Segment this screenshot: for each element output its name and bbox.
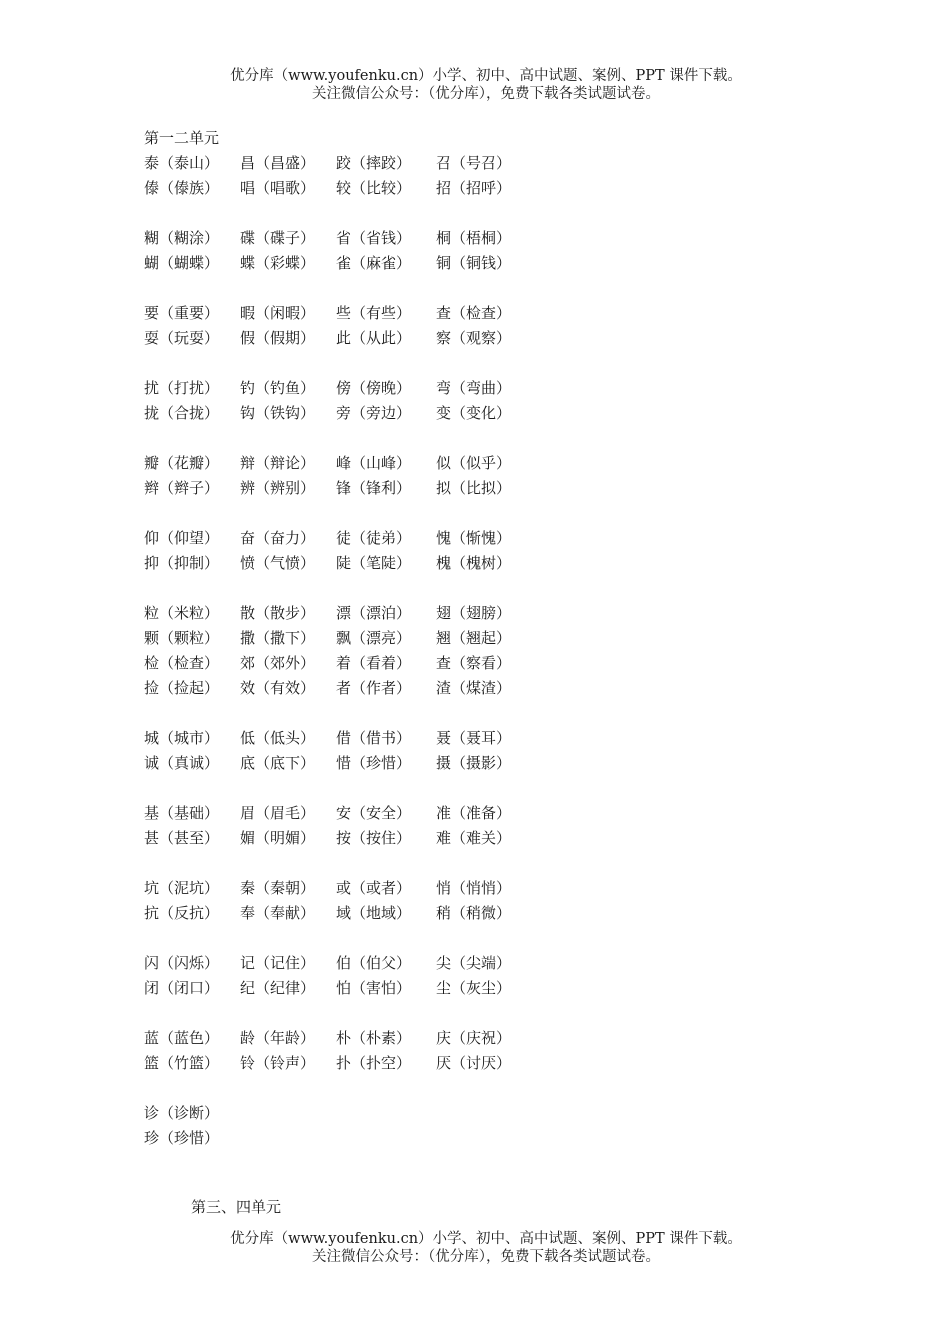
word-entry: 峰（山峰） (336, 454, 412, 472)
word-row (144, 1126, 844, 1151)
header-line-2: 关注微信公众号：（优分库），免费下载各类试题试卷。 (312, 86, 660, 102)
word-entry: 撒（撒下） (240, 629, 316, 647)
word-entry: 基（基础） (144, 804, 220, 822)
word-entry: 翘（翘起） (436, 629, 512, 647)
word-row (144, 951, 844, 976)
page-header (0, 67, 950, 103)
word-group (144, 726, 844, 776)
word-entry: 招（招呼） (436, 179, 512, 197)
word-group (144, 301, 844, 351)
word-row (144, 326, 844, 351)
word-entry: 辨（辨别） (240, 479, 316, 497)
word-entry: 甚（甚至） (144, 829, 220, 847)
page-footer (0, 1230, 950, 1266)
word-entry: 借（借书） (336, 729, 412, 747)
word-entry: 蝶（彩蝶） (240, 254, 316, 272)
word-entry: 抑（抑制） (144, 554, 220, 572)
group-gap (144, 926, 844, 951)
word-entry: 要（重要） (144, 304, 220, 322)
word-entry: 较（比较） (336, 179, 412, 197)
group-gap (144, 851, 844, 876)
word-entry: 渣（煤渣） (436, 679, 512, 697)
group-gap (144, 351, 844, 376)
word-group (144, 876, 844, 926)
word-row (144, 1026, 844, 1051)
word-row (144, 451, 844, 476)
word-row (144, 651, 844, 676)
word-entry: 媚（明媚） (240, 829, 316, 847)
word-row (144, 551, 844, 576)
word-entry: 效（有效） (240, 679, 316, 697)
word-entry: 厌（讨厌） (436, 1054, 512, 1072)
word-group (144, 226, 844, 276)
word-row (144, 151, 844, 176)
group-gap (144, 501, 844, 526)
word-group (144, 526, 844, 576)
word-entry: 按（按住） (336, 829, 412, 847)
word-entry: 尘（灰尘） (436, 979, 512, 997)
word-row (144, 301, 844, 326)
word-groups (144, 151, 844, 1151)
word-entry: 锋（锋利） (336, 479, 412, 497)
word-row (144, 601, 844, 626)
group-gap (144, 1001, 844, 1026)
word-entry: 颗（颗粒） (144, 629, 220, 647)
word-row (144, 226, 844, 251)
word-row (144, 826, 844, 851)
word-entry: 辩（辩论） (240, 454, 316, 472)
word-entry: 尖（尖端） (436, 954, 512, 972)
word-entry: 城（城市） (144, 729, 220, 747)
word-row (144, 901, 844, 926)
word-group (144, 451, 844, 501)
word-entry: 惜（珍惜） (336, 754, 412, 772)
word-group (144, 601, 844, 701)
word-entry: 粒（米粒） (144, 604, 220, 622)
word-entry: 察（观察） (436, 329, 512, 347)
word-entry: 检（检查） (144, 654, 220, 672)
word-entry: 碟（碟子） (240, 229, 316, 247)
word-entry: 蓝（蓝色） (144, 1029, 220, 1047)
word-row (144, 876, 844, 901)
word-entry: 假（假期） (240, 329, 316, 347)
group-gap (144, 426, 844, 451)
word-entry: 抗（反抗） (144, 904, 220, 922)
word-group (144, 951, 844, 1001)
word-entry: 瓣（花瓣） (144, 454, 220, 472)
section-1-title: 第一二单元 (144, 129, 220, 147)
word-entry: 怕（害怕） (336, 979, 412, 997)
word-entry: 昌（昌盛） (240, 154, 316, 172)
word-entry: 暇（闲暇） (240, 304, 316, 322)
word-entry: 准（准备） (436, 804, 512, 822)
word-entry: 珍（珍惜） (144, 1129, 220, 1147)
word-entry: 庆（庆祝） (436, 1029, 512, 1047)
word-entry: 眉（眉毛） (240, 804, 316, 822)
word-entry: 龄（年龄） (240, 1029, 316, 1047)
word-entry: 糊（糊涂） (144, 229, 220, 247)
group-gap (144, 1076, 844, 1101)
word-entry: 辫（辫子） (144, 479, 220, 497)
word-group (144, 376, 844, 426)
word-row (144, 1101, 844, 1126)
word-entry: 闪（闪烁） (144, 954, 220, 972)
word-group (144, 151, 844, 201)
word-entry: 跤（摔跤） (336, 154, 412, 172)
word-entry: 变（变化） (436, 404, 512, 422)
word-entry: 槐（槐树） (436, 554, 512, 572)
word-entry: 奉（奉献） (240, 904, 316, 922)
word-row (144, 176, 844, 201)
word-entry: 漂（漂泊） (336, 604, 412, 622)
word-entry: 者（作者） (336, 679, 412, 697)
word-row (144, 526, 844, 551)
word-entry: 泰（泰山） (144, 154, 220, 172)
word-entry: 郊（郊外） (240, 654, 316, 672)
word-entry: 此（从此） (336, 329, 412, 347)
word-entry: 桐（梧桐） (436, 229, 512, 247)
section-2-title: 第三、四单元 (191, 1198, 282, 1216)
word-entry: 仰（仰望） (144, 529, 220, 547)
word-entry: 聂（聂耳） (436, 729, 512, 747)
word-row (144, 376, 844, 401)
word-entry: 闭（闭口） (144, 979, 220, 997)
word-entry: 悄（悄悄） (436, 879, 512, 897)
word-entry: 拢（合拢） (144, 404, 220, 422)
group-gap (144, 576, 844, 601)
word-row (144, 676, 844, 701)
word-row (144, 801, 844, 826)
word-entry: 捡（捡起） (144, 679, 220, 697)
footer-line-1: 优分库（www.youfenku.cn）小学、初中、高中试题、案例、PPT 课件下载。 (230, 1231, 742, 1247)
word-entry: 诊（诊断） (144, 1104, 220, 1122)
word-row (144, 476, 844, 501)
word-row (144, 251, 844, 276)
word-entry: 底（底下） (240, 754, 316, 772)
word-entry: 钩（铁钩） (240, 404, 316, 422)
word-entry: 徒（徒弟） (336, 529, 412, 547)
word-entry: 难（难关） (436, 829, 512, 847)
word-entry: 或（或者） (336, 879, 412, 897)
word-entry: 域（地域） (336, 904, 412, 922)
word-entry: 诚（真诚） (144, 754, 220, 772)
word-entry: 傍（傍晚） (336, 379, 412, 397)
word-entry: 秦（秦朝） (240, 879, 316, 897)
word-entry: 坑（泥坑） (144, 879, 220, 897)
word-entry: 铃（铃声） (240, 1054, 316, 1072)
word-entry: 低（低头） (240, 729, 316, 747)
word-entry: 朴（朴素） (336, 1029, 412, 1047)
word-entry: 拟（比拟） (436, 479, 512, 497)
word-entry: 伯（伯父） (336, 954, 412, 972)
word-entry: 奋（奋力） (240, 529, 316, 547)
word-row (144, 626, 844, 651)
word-entry: 愤（气愤） (240, 554, 316, 572)
word-entry: 弯（弯曲） (436, 379, 512, 397)
word-entry: 稍（稍微） (436, 904, 512, 922)
word-entry: 安（安全） (336, 804, 412, 822)
word-entry: 些（有些） (336, 304, 412, 322)
group-gap (144, 776, 844, 801)
word-group (144, 1101, 844, 1151)
word-entry: 钓（钓鱼） (240, 379, 316, 397)
word-group (144, 1026, 844, 1076)
word-entry: 摄（摄影） (436, 754, 512, 772)
group-gap (144, 201, 844, 226)
word-entry: 着（看着） (336, 654, 412, 672)
word-entry: 雀（麻雀） (336, 254, 412, 272)
word-entry: 省（省钱） (336, 229, 412, 247)
word-entry: 翅（翅膀） (436, 604, 512, 622)
word-row (144, 401, 844, 426)
word-entry: 篮（竹篮） (144, 1054, 220, 1072)
word-entry: 飘（漂亮） (336, 629, 412, 647)
word-row (144, 976, 844, 1001)
word-entry: 似（似乎） (436, 454, 512, 472)
word-group (144, 801, 844, 851)
footer-line-2: 关注微信公众号：（优分库），免费下载各类试题试卷。 (312, 1249, 660, 1265)
word-entry: 扑（扑空） (336, 1054, 412, 1072)
word-entry: 唱（唱歌） (240, 179, 316, 197)
word-entry: 召（号召） (436, 154, 512, 172)
word-entry: 蝴（蝴蝶） (144, 254, 220, 272)
group-gap (144, 701, 844, 726)
word-entry: 散（散步） (240, 604, 316, 622)
word-entry: 旁（旁边） (336, 404, 412, 422)
word-entry: 铜（铜钱） (436, 254, 512, 272)
header-line-1: 优分库（www.youfenku.cn）小学、初中、高中试题、案例、PPT 课件下载。 (230, 68, 742, 84)
group-gap (144, 276, 844, 301)
word-entry: 查（察看） (436, 654, 512, 672)
word-row (144, 1051, 844, 1076)
word-entry: 记（记住） (240, 954, 316, 972)
word-entry: 纪（纪律） (240, 979, 316, 997)
section-1 (144, 126, 844, 1151)
word-entry: 陡（笔陡） (336, 554, 412, 572)
word-entry: 愧（惭愧） (436, 529, 512, 547)
word-entry: 扰（打扰） (144, 379, 220, 397)
word-entry: 耍（玩耍） (144, 329, 220, 347)
word-entry: 傣（傣族） (144, 179, 220, 197)
word-row (144, 726, 844, 751)
word-entry: 查（检查） (436, 304, 512, 322)
word-row (144, 751, 844, 776)
